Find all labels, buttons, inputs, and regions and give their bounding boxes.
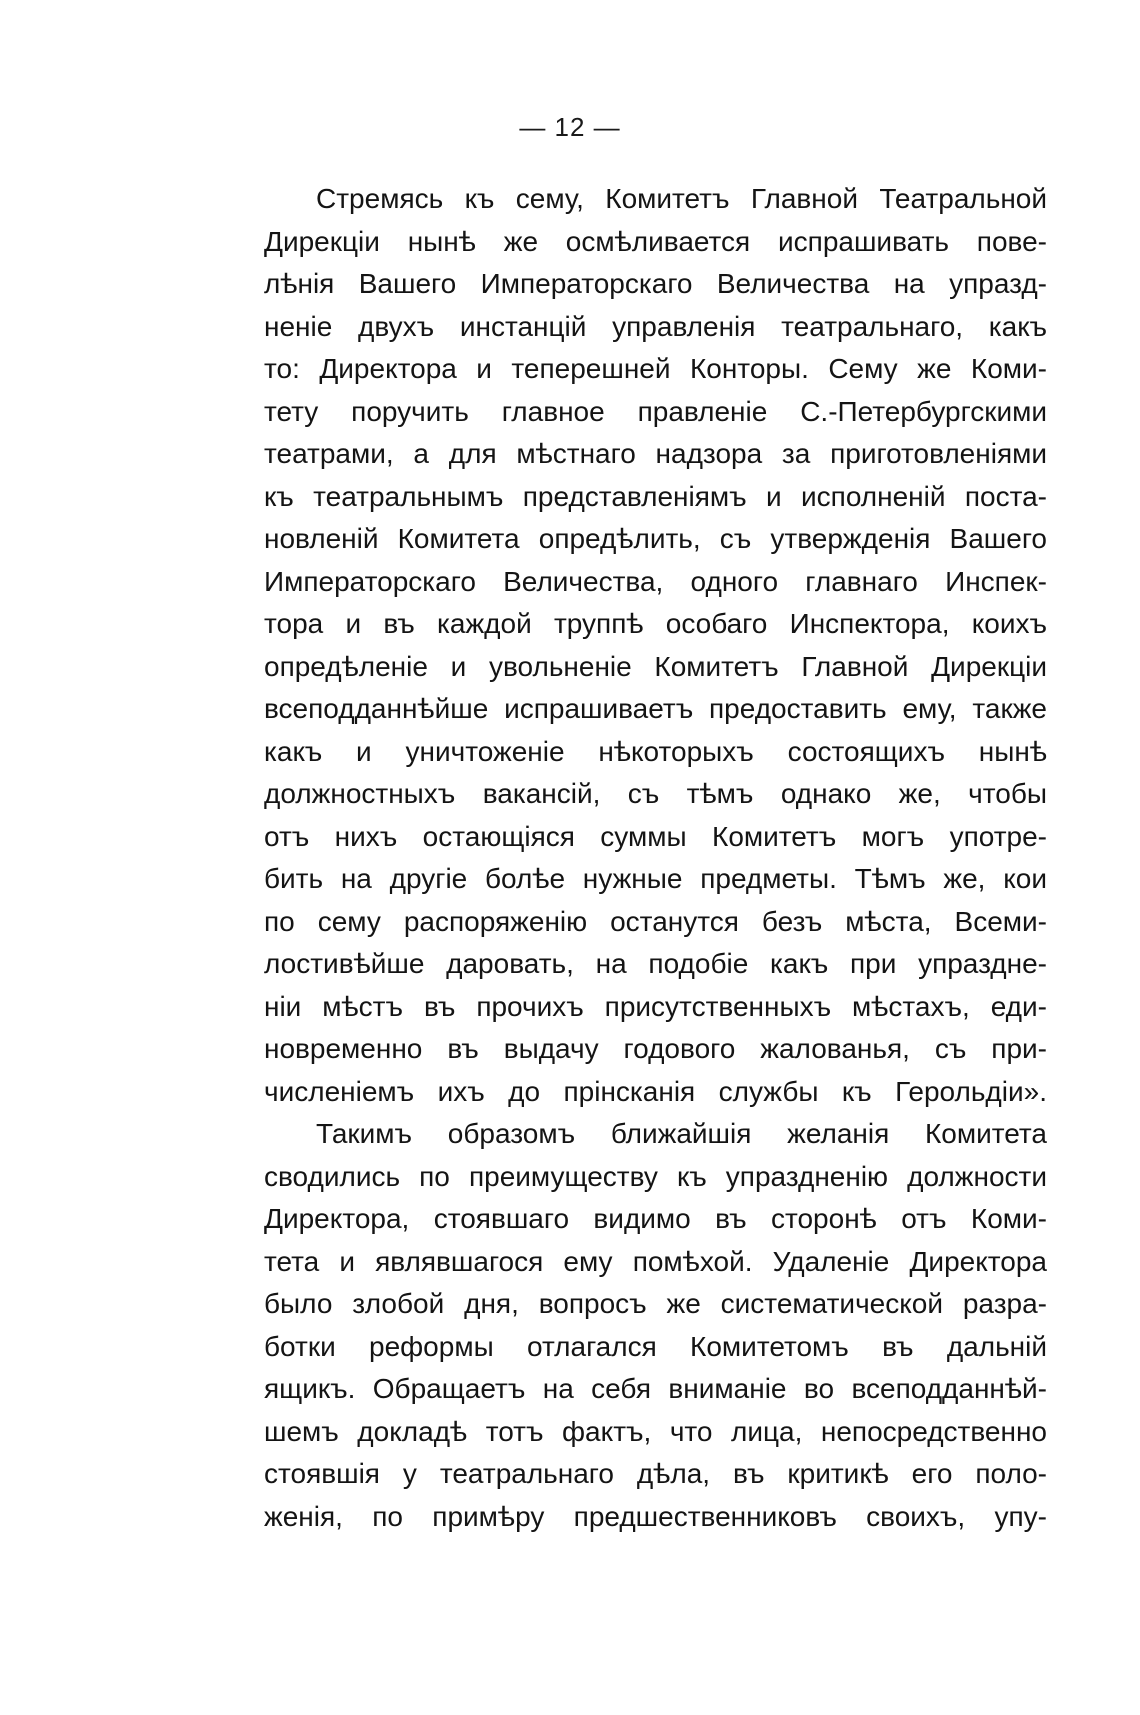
- text-line: Императорскаго Величества, одного главнаго Инспек-: [264, 565, 1047, 597]
- text-line: неніе двухъ инстанцій управленія театральнаго, какъ: [264, 310, 1047, 342]
- text-line: отъ нихъ остающіяся суммы Комитетъ могъ употре-: [264, 820, 1047, 852]
- text-line: ботки реформы отлагался Комитетомъ въ дальній: [264, 1330, 1047, 1362]
- page-number: — 12 —: [519, 112, 621, 142]
- text-line: опредѣленіе и увольненіе Комитетъ Главной Дирекціи: [264, 650, 1047, 682]
- text-line: женія, по примѣру предшественниковъ своихъ, упу-: [264, 1500, 1047, 1532]
- text-line: къ театральнымъ представленіямъ и исполненій поста-: [264, 480, 1047, 512]
- text-line: Стремясь къ сему, Комитетъ Главной Театральной: [316, 183, 1047, 214]
- text-line: тора и въ каждой труппѣ особаго Инспектора, коихъ: [264, 608, 1047, 639]
- paragraph: [264, 178, 1047, 1113]
- body-text: [264, 178, 1047, 1538]
- text-line: шемъ докладѣ тотъ фактъ, что лица, непосредственно: [264, 1415, 1047, 1447]
- text-line: Дирекціи нынѣ же осмѣливается испрашивать пове-: [264, 225, 1047, 257]
- text-line: сводились по преимуществу къ упраздненію должности: [264, 1160, 1047, 1192]
- text-line: бить на другіе болѣе нужные предметы. Тѣмъ же, кои: [264, 863, 1047, 894]
- text-line: ящикъ. Обращаетъ на себя вниманіе во всеподданнѣй-: [264, 1373, 1047, 1404]
- text-line: стоявшія у театральнаго дѣла, въ критикѣ его поло-: [264, 1458, 1047, 1489]
- text-line: новременно въ выдачу годового жалованья, съ при-: [264, 1033, 1047, 1064]
- text-line: ніи мѣстъ въ прочихъ присутственныхъ мѣстахъ, еди-: [264, 990, 1047, 1022]
- text-line: Такимъ образомъ ближайшія желанія Комитета: [316, 1118, 1047, 1149]
- text-line: тету поручить главное правленіе С.-Петербургскими: [264, 395, 1047, 427]
- text-line: лостивѣйше даровать, на подобіе какъ при упраздне-: [264, 948, 1047, 979]
- text-line: лѣнія Вашего Императорскаго Величества на упразд-: [264, 268, 1047, 299]
- text-line: по сему распоряженію останутся безъ мѣста, Всеми-: [264, 905, 1047, 937]
- text-line: должностныхъ вакансій, съ тѣмъ однако же, чтобы: [264, 778, 1047, 809]
- paragraph: [264, 1113, 1047, 1538]
- text-line: Директора, стоявшаго видимо въ сторонѣ отъ Коми-: [264, 1203, 1047, 1234]
- text-line: какъ и уничтоженіе нѣкоторыхъ состоящихъ нынѣ: [264, 735, 1047, 767]
- text-line: тета и являвшагося ему помѣхой. Удаленіе Директора: [264, 1245, 1047, 1277]
- text-line: то: Директора и теперешней Конторы. Сему же Коми-: [264, 353, 1047, 384]
- text-line: было злобой дня, вопросъ же систематической разра-: [264, 1288, 1047, 1319]
- text-line: всеподданнѣйше испрашиваетъ предоставить ему, также: [264, 693, 1047, 724]
- text-line: театрами, а для мѣстнаго надзора за приготовленіями: [264, 438, 1047, 469]
- text-line: численіемъ ихъ до прінсканія службы къ Герольдіи».: [264, 1075, 1047, 1107]
- text-line: новленій Комитета опредѣлить, съ утвержденія Вашего: [264, 523, 1047, 554]
